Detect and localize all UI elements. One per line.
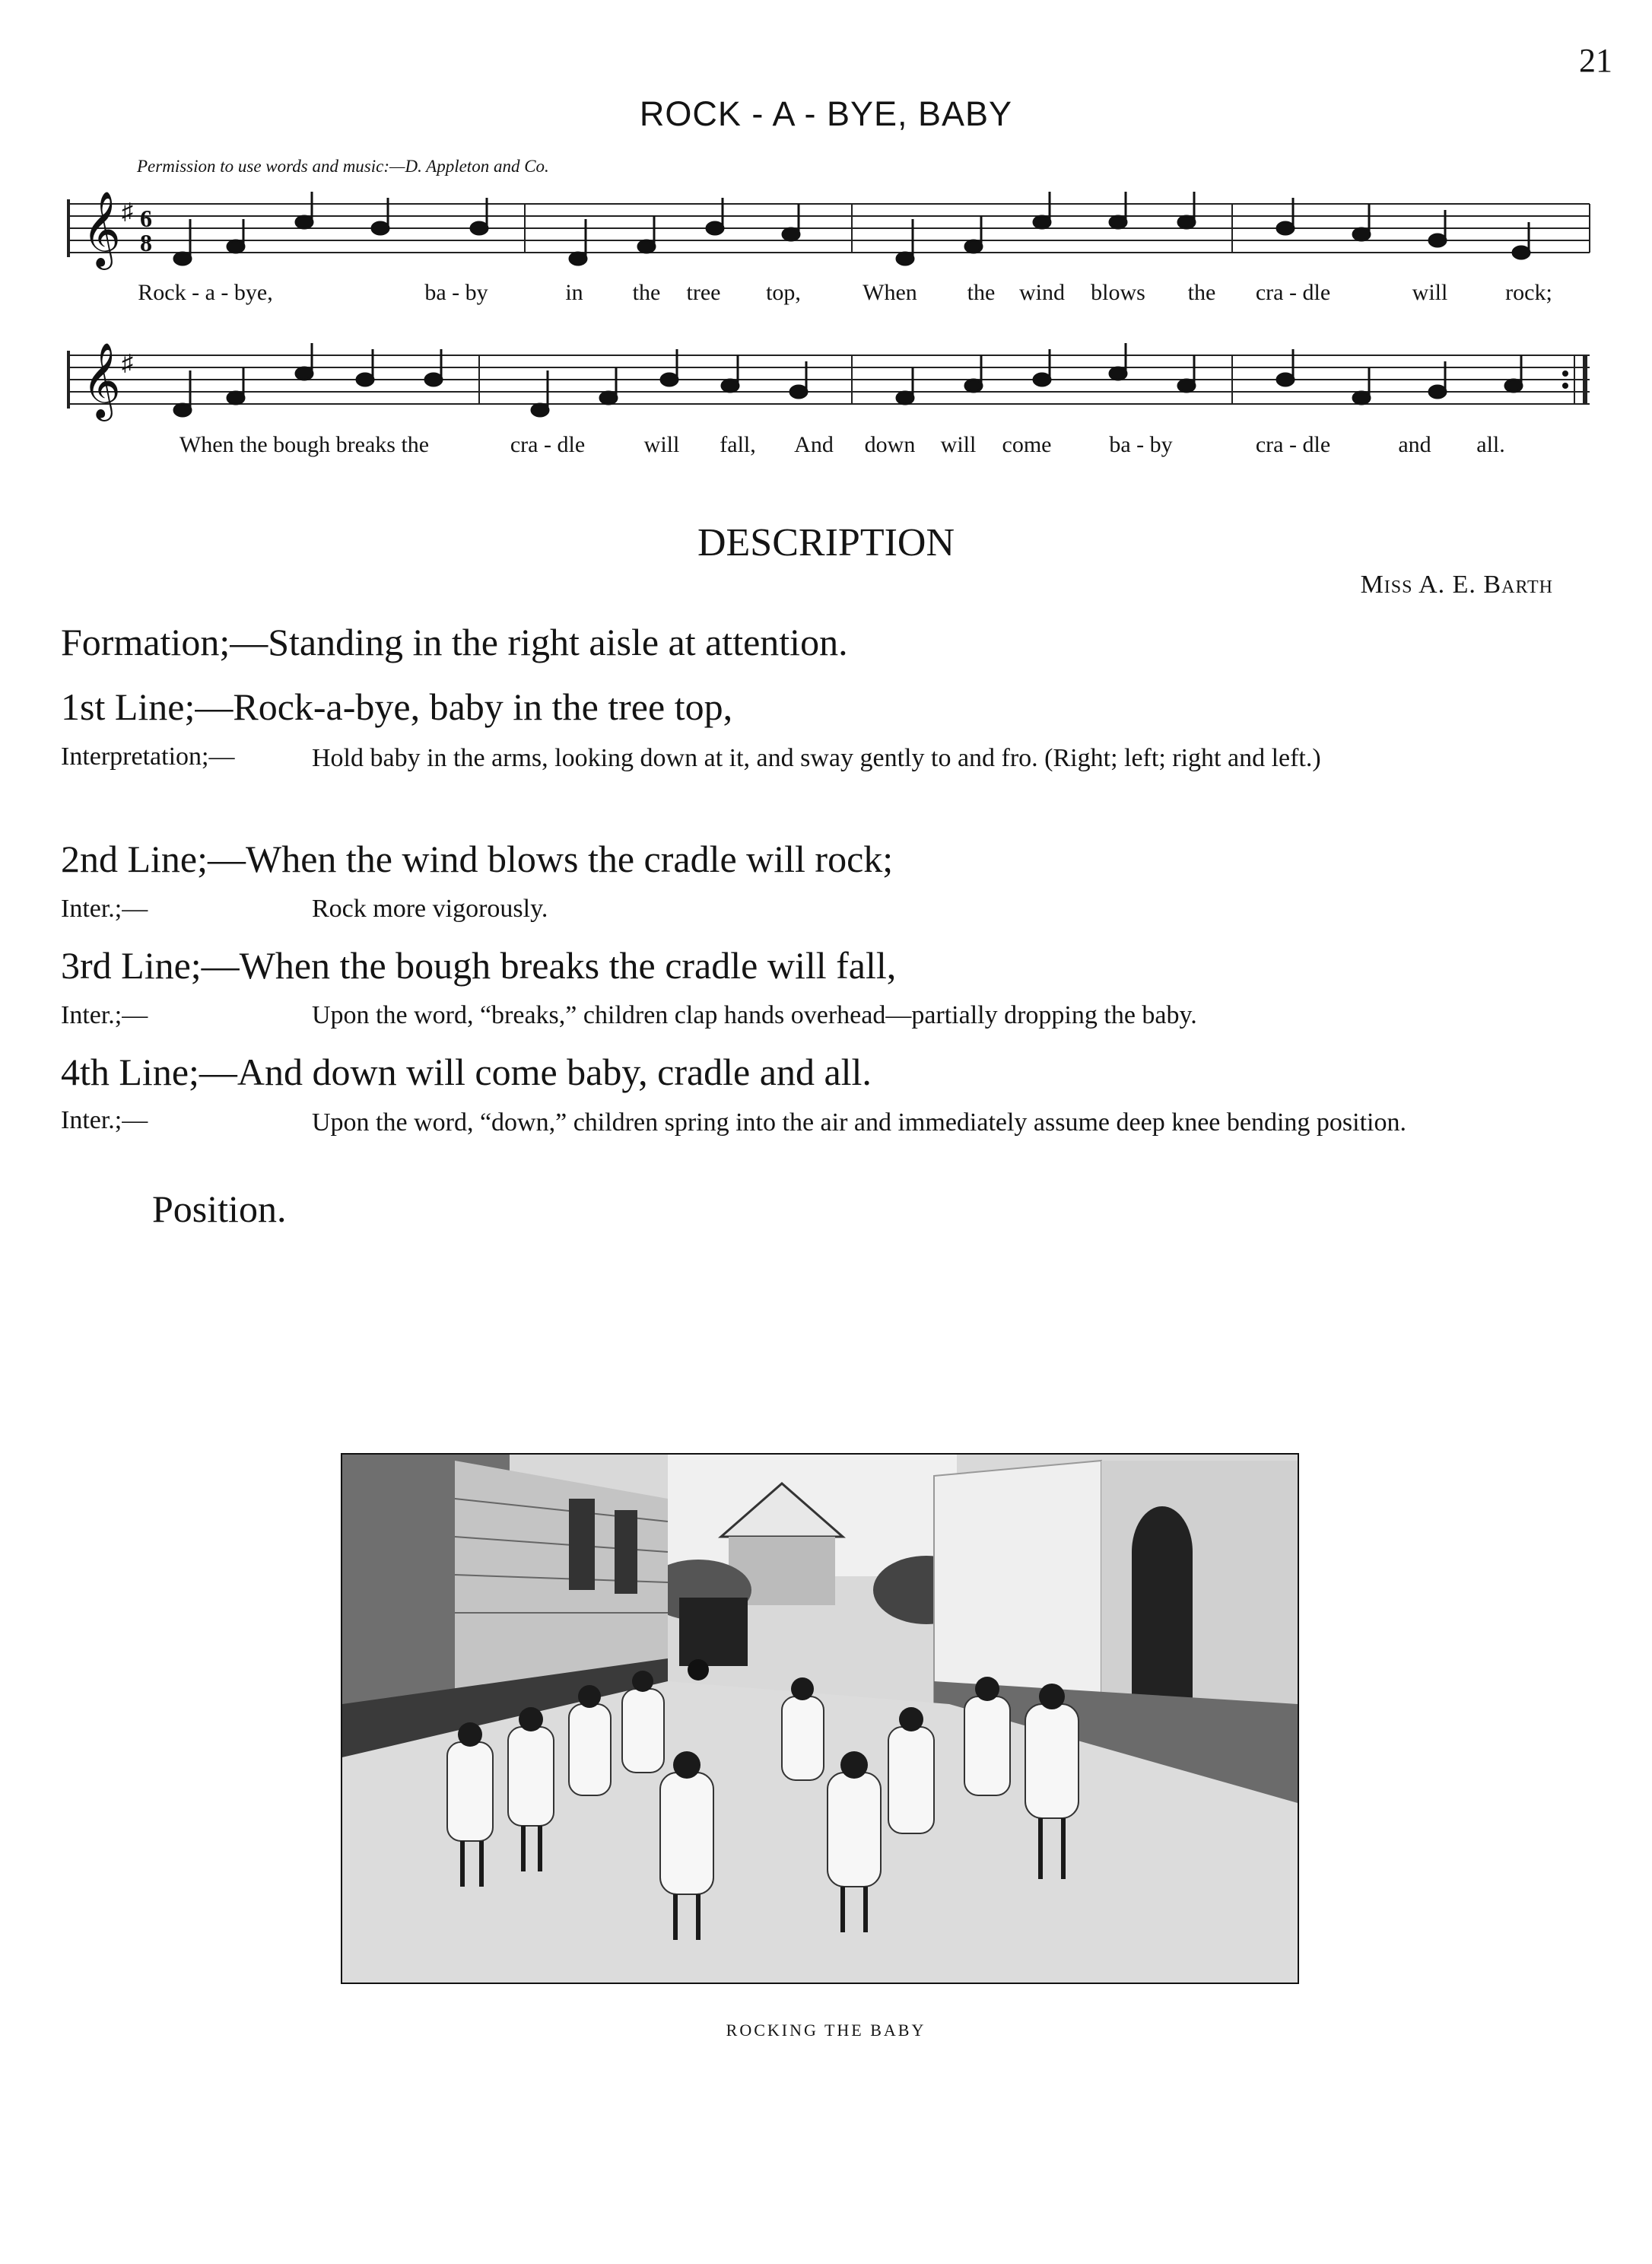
inter-text: Upon the word, “breaks,” children clap hands overhead—partially dropping the baby. (312, 1001, 1197, 1029)
inter-label: Inter.;— (61, 1001, 148, 1029)
song-line-4: 4th Line;—And down will come baby, cradle and all. (61, 1051, 872, 1093)
author-credit: Miss A. E. Barth (1360, 571, 1553, 599)
svg-text:8: 8 (140, 229, 152, 256)
lyric-syllable: And (794, 432, 834, 457)
interpretation-label: Interpretation;— (61, 742, 235, 771)
lyric-syllable: down (864, 432, 916, 457)
position-note: Position. (152, 1188, 287, 1230)
svg-text:6: 6 (140, 205, 152, 232)
lyric-syllable: will (940, 432, 977, 457)
lyric-syllable: in (565, 280, 583, 305)
svg-text:𝄞: 𝄞 (82, 191, 121, 267)
photo-caption: ROCKING THE BABY (726, 2021, 926, 2040)
description-heading: DESCRIPTION (697, 521, 955, 564)
lyrics-line-1 (0, 280, 1652, 310)
song-line-2: 2nd Line;—When the wind blows the cradle will rock; (61, 838, 894, 880)
lyric-syllable: top, (766, 280, 801, 305)
lyric-syllable: the (1187, 280, 1216, 305)
lyric-syllable: tree (686, 280, 721, 305)
inter-text: Upon the word, “down,” children spring into the air and immediately assume deep knee bending position. (312, 1108, 1406, 1137)
song-line-1: 1st Line;—Rock-a-bye, baby in the tree top, (61, 685, 733, 728)
svg-text:♯: ♯ (122, 351, 133, 376)
song-line-3: 3rd Line;—When the bough breaks the cradle will fall, (61, 944, 897, 987)
lyric-syllable: ba - by (424, 280, 488, 305)
lyric-syllable: cra - dle (1255, 432, 1331, 457)
lyric-syllable: will (1412, 280, 1448, 305)
song-title: ROCK - A - BYE, BABY (639, 94, 1013, 133)
formation-line: Formation;—Standing in the right aisle at attention. (61, 621, 848, 663)
lyric-syllable: the (632, 280, 661, 305)
inter-label: Inter.;— (61, 1106, 148, 1134)
svg-text:♯: ♯ (122, 199, 133, 224)
lyric-syllable: cra - dle (510, 432, 586, 457)
lyric-syllable: Rock - a - bye, (138, 280, 273, 305)
lyric-syllable: all. (1476, 432, 1505, 457)
lyric-syllable: rock; (1505, 280, 1552, 305)
lyric-syllable: fall, (720, 432, 756, 457)
lyric-syllable: the (967, 280, 996, 305)
lyric-syllable: When the bough breaks the (179, 432, 430, 457)
inter-text: Rock more vigorously. (312, 895, 548, 923)
photo-rocking-the-baby (341, 1453, 1299, 1984)
inter-label: Inter.;— (61, 895, 148, 923)
permission-note: Permission to use words and music:—D. Appleton and Co. (137, 157, 549, 176)
lyric-syllable: will (643, 432, 680, 457)
lyrics-line-2 (0, 432, 1652, 463)
lyric-syllable: and (1398, 432, 1431, 457)
lyric-syllable: ba - by (1109, 432, 1173, 457)
lyric-syllable: wind (1019, 280, 1065, 305)
interpretation-text: Hold baby in the arms, looking down at it, and sway gently to and fro. (Right; left; right and left.) (312, 744, 1321, 772)
lyric-syllable: blows (1091, 280, 1145, 305)
svg-text:𝄞: 𝄞 (82, 342, 121, 418)
lyric-syllable: come (1002, 432, 1052, 457)
page-number: 21 (1579, 42, 1612, 79)
lyric-syllable: When (863, 280, 917, 305)
lyric-syllable: cra - dle (1255, 280, 1331, 305)
